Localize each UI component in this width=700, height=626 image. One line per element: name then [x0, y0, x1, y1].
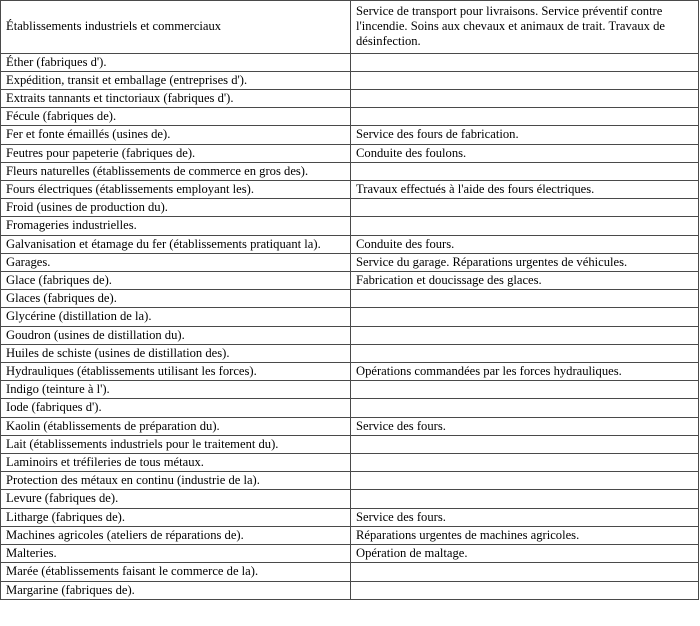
header-cell-establishment: Établissements industriels et commerciaux [1, 1, 351, 54]
table-header-row [1, 1, 699, 54]
cell-service: Service des fours de fabrication. [351, 126, 699, 144]
cell-establishment: Litharge (fabriques de). [1, 508, 351, 526]
cell-establishment: Malteries. [1, 545, 351, 563]
cell-service: Travaux effectués à l'aide des fours électriques. [351, 181, 699, 199]
table-row [1, 326, 699, 344]
cell-service-empty [351, 454, 699, 472]
cell-establishment: Éther (fabriques d'). [1, 53, 351, 71]
cell-service: Opération de maltage. [351, 545, 699, 563]
table-row [1, 290, 699, 308]
cell-establishment: Margarine (fabriques de). [1, 581, 351, 599]
cell-establishment: Kaolin (établissements de préparation du). [1, 417, 351, 435]
table-row [1, 381, 699, 399]
cell-service: Conduite des foulons. [351, 144, 699, 162]
cell-service-empty [351, 563, 699, 581]
table-row [1, 417, 699, 435]
cell-establishment: Extraits tannants et tinctoriaux (fabriques d'). [1, 90, 351, 108]
table-row [1, 508, 699, 526]
cell-establishment: Goudron (usines de distillation du). [1, 326, 351, 344]
table-row [1, 272, 699, 290]
cell-establishment: Indigo (teinture à l'). [1, 381, 351, 399]
cell-service-empty [351, 162, 699, 180]
cell-establishment: Fer et fonte émaillés (usines de). [1, 126, 351, 144]
cell-establishment: Protection des métaux en continu (industrie de la). [1, 472, 351, 490]
table-row [1, 490, 699, 508]
table-row [1, 363, 699, 381]
cell-establishment: Feutres pour papeterie (fabriques de). [1, 144, 351, 162]
cell-service-empty [351, 53, 699, 71]
table-row [1, 217, 699, 235]
cell-establishment: Fécule (fabriques de). [1, 108, 351, 126]
cell-service-empty [351, 472, 699, 490]
cell-establishment: Glaces (fabriques de). [1, 290, 351, 308]
cell-establishment: Froid (usines de production du). [1, 199, 351, 217]
cell-service: Service du garage. Réparations urgentes de véhicules. [351, 253, 699, 271]
header-cell-service: Service de transport pour livraisons. Service préventif contre l'incendie. Soins aux chevaux et animaux de trait. Travaux de désinfection. [351, 1, 699, 54]
cell-establishment: Levure (fabriques de). [1, 490, 351, 508]
cell-service: Fabrication et doucissage des glaces. [351, 272, 699, 290]
cell-service: Réparations urgentes de machines agricoles. [351, 526, 699, 544]
cell-service: Opérations commandées par les forces hydrauliques. [351, 363, 699, 381]
cell-establishment: Glycérine (distillation de la). [1, 308, 351, 326]
table-row [1, 454, 699, 472]
cell-establishment: Iode (fabriques d'). [1, 399, 351, 417]
table-row [1, 399, 699, 417]
cell-service-empty [351, 490, 699, 508]
cell-service-empty [351, 581, 699, 599]
cell-establishment: Machines agricoles (ateliers de réparations de). [1, 526, 351, 544]
table-row [1, 126, 699, 144]
table-row [1, 472, 699, 490]
cell-service-empty [351, 435, 699, 453]
cell-service-empty [351, 290, 699, 308]
cell-service-empty [351, 108, 699, 126]
cell-establishment: Glace (fabriques de). [1, 272, 351, 290]
cell-establishment: Laminoirs et tréfileries de tous métaux. [1, 454, 351, 472]
table-row [1, 526, 699, 544]
table-row [1, 308, 699, 326]
cell-service-empty [351, 308, 699, 326]
cell-establishment: Marée (établissements faisant le commerce de la). [1, 563, 351, 581]
table-row [1, 144, 699, 162]
table-row [1, 581, 699, 599]
table-row [1, 162, 699, 180]
cell-establishment: Fleurs naturelles (établissements de commerce en gros des). [1, 162, 351, 180]
table-row [1, 181, 699, 199]
table-row [1, 545, 699, 563]
cell-service-empty [351, 344, 699, 362]
cell-service-empty [351, 90, 699, 108]
cell-service-empty [351, 381, 699, 399]
table-row [1, 108, 699, 126]
cell-service-empty [351, 199, 699, 217]
cell-service: Service des fours. [351, 508, 699, 526]
cell-establishment: Galvanisation et étamage du fer (établissements pratiquant la). [1, 235, 351, 253]
table-row [1, 563, 699, 581]
cell-service-empty [351, 71, 699, 89]
cell-establishment: Expédition, transit et emballage (entreprises d'). [1, 71, 351, 89]
cell-establishment: Fours électriques (établissements employant les). [1, 181, 351, 199]
cell-establishment: Hydrauliques (établissements utilisant les forces). [1, 363, 351, 381]
table-row [1, 344, 699, 362]
cell-service-empty [351, 399, 699, 417]
table-row [1, 253, 699, 271]
table-row [1, 435, 699, 453]
cell-establishment: Fromageries industrielles. [1, 217, 351, 235]
cell-service: Service des fours. [351, 417, 699, 435]
table-row [1, 90, 699, 108]
table-body [1, 1, 699, 600]
cell-establishment: Garages. [1, 253, 351, 271]
cell-establishment: Lait (établissements industriels pour le traitement du). [1, 435, 351, 453]
cell-establishment: Huiles de schiste (usines de distillation des). [1, 344, 351, 362]
cell-service-empty [351, 217, 699, 235]
table-row [1, 235, 699, 253]
cell-service-empty [351, 326, 699, 344]
table-row [1, 199, 699, 217]
table-row [1, 53, 699, 71]
cell-service: Conduite des fours. [351, 235, 699, 253]
table-row [1, 71, 699, 89]
